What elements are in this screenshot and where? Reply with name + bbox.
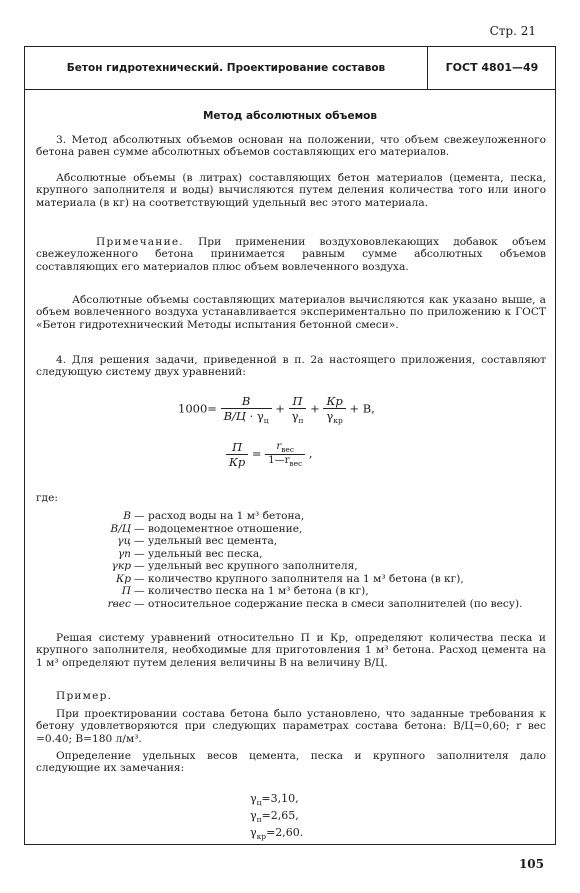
formula2-right xyxy=(265,441,305,468)
definition-text: — относительное содержание песка в смеси заполнителей (по весу). xyxy=(134,597,523,610)
definition-row xyxy=(36,523,546,536)
gravity-subscript: п xyxy=(256,815,262,824)
formula1-t1-den-b-sub: ц xyxy=(263,416,269,425)
definition-symbol: γц xyxy=(117,535,131,547)
definition-row xyxy=(36,535,546,548)
formula1-t2-den: γ xyxy=(291,409,299,423)
where-label: где: xyxy=(36,492,58,504)
header-divider xyxy=(427,47,428,89)
formula1-t3-den: γ xyxy=(326,409,334,423)
formula1-term-water: $\frac{B}{B/Ц \cdot \gamma_ц}$ xyxy=(221,394,272,425)
header-standard: ГОСТ 4801—49 xyxy=(445,61,539,74)
paragraph-2: Абсолютные объемы (в литрах) составляющих бетон материалов (цемента, песка, крупного заполнителя и воды) вычисляются путем деления количества того или иного материала (в кг) на соответствующий удельный вес этого материала. xyxy=(36,172,546,209)
definition-text: — количество крупного заполнителя на 1 м³ бетона (в кг), xyxy=(134,572,464,585)
definition-text: — удельный вес крупного заполнителя, xyxy=(134,560,358,572)
formula1-term-sand xyxy=(289,394,307,425)
definition-text: — удельный вес песка, xyxy=(134,547,263,560)
gravity-symbol: γ xyxy=(250,792,257,805)
note-label: Примечание. xyxy=(96,236,184,248)
formula2-r-num-sub: вес xyxy=(281,445,295,454)
gravity-value-row xyxy=(250,809,303,826)
formula1-t1-den-a: B/Ц xyxy=(223,409,246,423)
formula1-t2-den-sub: п xyxy=(298,416,304,425)
formula2-r-den-sub: вес xyxy=(289,459,303,468)
definition-row xyxy=(36,548,546,561)
gravity-symbol: γ xyxy=(250,826,257,839)
specific-gravity-values xyxy=(250,792,303,843)
definitions-list xyxy=(36,510,546,610)
gravity-value-row xyxy=(250,792,303,809)
definition-symbol: B/Ц xyxy=(110,522,131,535)
gravity-symbol: γ xyxy=(250,809,257,822)
gravity-subscript: кр xyxy=(256,832,267,841)
paragraph-4: Абсолютные объемы составляющих материалов вычисляются как указано выше, а объем вовлеченного воздуха устанавливается экспериментально по приложению к ГОСТ «Бетон гидротехнический Методы испытания бетонной смеси». xyxy=(36,294,546,331)
definition-text: — количество песка на 1 м³ бетона (в кг), xyxy=(134,585,369,597)
formula2-r-den: 1—r xyxy=(268,455,290,466)
definition-text: — водоцементное отношение, xyxy=(134,522,303,535)
note-paragraph xyxy=(36,236,546,273)
formula2-l-num: П xyxy=(232,440,243,454)
formula-volume-equation: 1000= $\frac{B}{B/Ц \cdot \gamma_ц}$ + $\frac{П}{\gamma_п}$ + $\frac{Кр}{\gamma_{кр}}$ + B, xyxy=(178,394,375,425)
definition-row xyxy=(36,510,546,523)
paragraph-1: 3. Метод абсолютных объемов основан на положении, что объем свежеуложенного бетона равен сумме абсолютных объемов составляющих его материалов. xyxy=(36,134,546,159)
gravity-value: =2,60. xyxy=(266,826,304,839)
page-number-bottom: 105 xyxy=(518,857,544,871)
formula1-t3-num: Кр xyxy=(326,394,343,408)
formula1-t1-num: B xyxy=(241,394,251,408)
formula2-l-den: Кр xyxy=(229,455,246,469)
paragraph-6: Решая систему уравнений относительно П и Кр, определяют количества песка и крупного заполнителя, необходимые для приготовления 1 м³ бетона. Расход цемента на 1 м³ определяют путем деления величины B на величину В/Ц. xyxy=(36,632,546,669)
formula1-tail: + B, xyxy=(349,401,375,416)
formula-sand-ratio: $\frac{П}{Кр}$ = $\frac{r_{вес}}{1—r_{вес}}$ , xyxy=(0,440,580,469)
formula2-left xyxy=(226,440,248,469)
note-text: При применении воздухововлекающих добавок объем свежеуложенного бетона принимается равным сумме абсолютных объемов составляющих его материалов плюс объем вовлеченного воздуха. xyxy=(36,236,546,273)
definition-row xyxy=(36,598,546,611)
definition-text: — расход воды на 1 м³ бетона, xyxy=(134,510,305,522)
header-frame xyxy=(24,46,556,90)
definition-symbol: γп xyxy=(117,547,131,560)
definition-symbol: П xyxy=(121,585,131,597)
definition-symbol: rвес xyxy=(107,597,131,610)
definition-text: — удельный вес цемента, xyxy=(134,535,278,547)
formula1-lhs: 1000 xyxy=(178,401,208,416)
definition-row xyxy=(36,585,546,598)
header-title: Бетон гидротехнический. Проектирование составов xyxy=(66,62,386,74)
gravity-value-row xyxy=(250,826,303,843)
formula1-t2-num: П xyxy=(292,394,303,408)
definition-row xyxy=(36,560,546,573)
gravity-value: =3,10, xyxy=(261,792,299,805)
definition-symbol: γкр xyxy=(111,560,131,572)
definition-symbol: B xyxy=(123,510,131,522)
formula1-t3-den-sub: кр xyxy=(333,416,343,425)
paragraph-7: При проектировании состава бетона было установлено, что заданные требования к бетону удовлетворяются при следующих параметрах состава бетона: В/Ц=0,60; r вес =0.40; B=180 л/м³. xyxy=(36,708,546,745)
gravity-value: =2,65, xyxy=(261,809,299,822)
paragraph-8: Определение удельных весов цемента, песка и крупного заполнителя дало следующие их замечания: xyxy=(36,750,546,775)
formula1-term-aggregate xyxy=(323,394,345,425)
definition-symbol: Кр xyxy=(116,572,131,585)
formula2-r-num: r xyxy=(276,441,282,452)
paragraph-5: 4. Для решения задачи, приведенной в п. 2а настоящего приложения, составляют следующую систему двух уравнений: xyxy=(36,354,546,379)
section-title: Метод абсолютных объемов xyxy=(202,110,378,122)
gravity-subscript: ц xyxy=(256,798,262,807)
page-number-top: Стр. 21 xyxy=(489,24,536,38)
example-label: Пример. xyxy=(56,690,113,702)
formula1-t1-den-b: γ xyxy=(256,409,264,423)
definition-row xyxy=(36,573,546,586)
